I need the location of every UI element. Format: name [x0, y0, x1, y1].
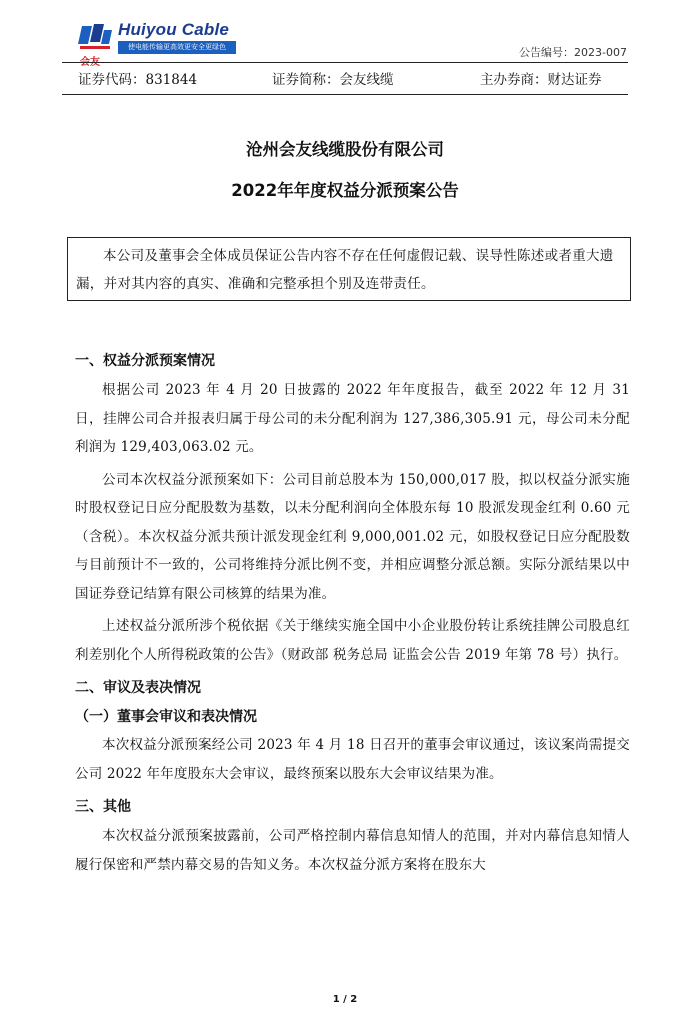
document-body	[75, 344, 630, 883]
document-title: 2022年年度权益分派预案公告	[231, 181, 459, 200]
paragraph: 根据公司 2023 年 4 月 20 日披露的 2022 年年度报告，截至 2022 年 12 月 31 日，挂牌公司合并报表归属于母公司的未分配利润为 127,386,305.91 元，母公司未分配利润为 129,403,063.02 元。	[75, 382, 630, 455]
info-divider	[62, 94, 628, 95]
header-divider	[62, 62, 628, 63]
securities-info-row	[78, 68, 628, 88]
company-logo	[78, 20, 238, 68]
cable-logo-icon	[78, 22, 114, 56]
stock-code: 证券代码：831844	[78, 72, 198, 88]
section-heading: 一、权益分派预案情况	[75, 353, 215, 369]
subsection-heading: （一）董事会审议和表决情况	[75, 709, 257, 725]
announcement-number: 公告编号：2023-007	[519, 46, 627, 59]
page-number: 1 / 2	[332, 994, 358, 1005]
section-heading: 二、审议及表决情况	[75, 680, 201, 696]
paragraph: 上述权益分派所涉个税依据《关于继续实施全国中小企业股份转让系统挂牌公司股息红利差别化个人所得税政策的公告》（财政部 税务总局 证监会公告 2019 年第 78 号）执行。	[75, 618, 630, 663]
broker-name: 主办券商：财达证券	[480, 72, 602, 88]
logo-slogan: 使电能传输更高效更安全更绿色	[118, 41, 236, 54]
responsibility-notice: 本公司及董事会全体成员保证公告内容不存在任何虚假记载、误导性陈述或者重大遗漏，并对其内容的真实、准确和完整承担个别及连带责任。	[67, 237, 631, 301]
paragraph: 本次权益分派预案披露前，公司严格控制内幕信息知情人的范围，并对内幕信息知情人履行保密和严禁内幕交易的告知义务。本次权益分派方案将在股东大	[75, 828, 630, 873]
logo-cn-text: 会友	[80, 57, 100, 68]
section-heading: 三、其他	[75, 799, 131, 815]
paragraph: 本次权益分派预案经公司 2023 年 4 月 18 日召开的董事会审议通过，该议案尚需提交公司 2022 年年度股东大会审议，最终预案以股东大会审议结果为准。	[75, 737, 630, 782]
company-title: 沧州会友线缆股份有限公司	[246, 140, 444, 159]
logo-brand-text: Huiyou Cable	[118, 20, 230, 39]
paragraph: 公司本次权益分派预案如下：公司目前总股本为 150,000,017 股，拟以权益分派实施时股权登记日应分配股数为基数，以未分配利润向全体股东每 10 股派发现金红利 0.60 元（含税）。本次权益分派共预计派发现金红利 9,000,001.02 元，如股权登记日应分配股数与目前预计不一致的，公司将维持分派比例不变，并相应调整分派总额。实际分派结果以中国证券登记结算有限公司核算的结果为准。	[75, 471, 630, 602]
stock-name: 证券简称：会友线缆	[272, 72, 394, 88]
